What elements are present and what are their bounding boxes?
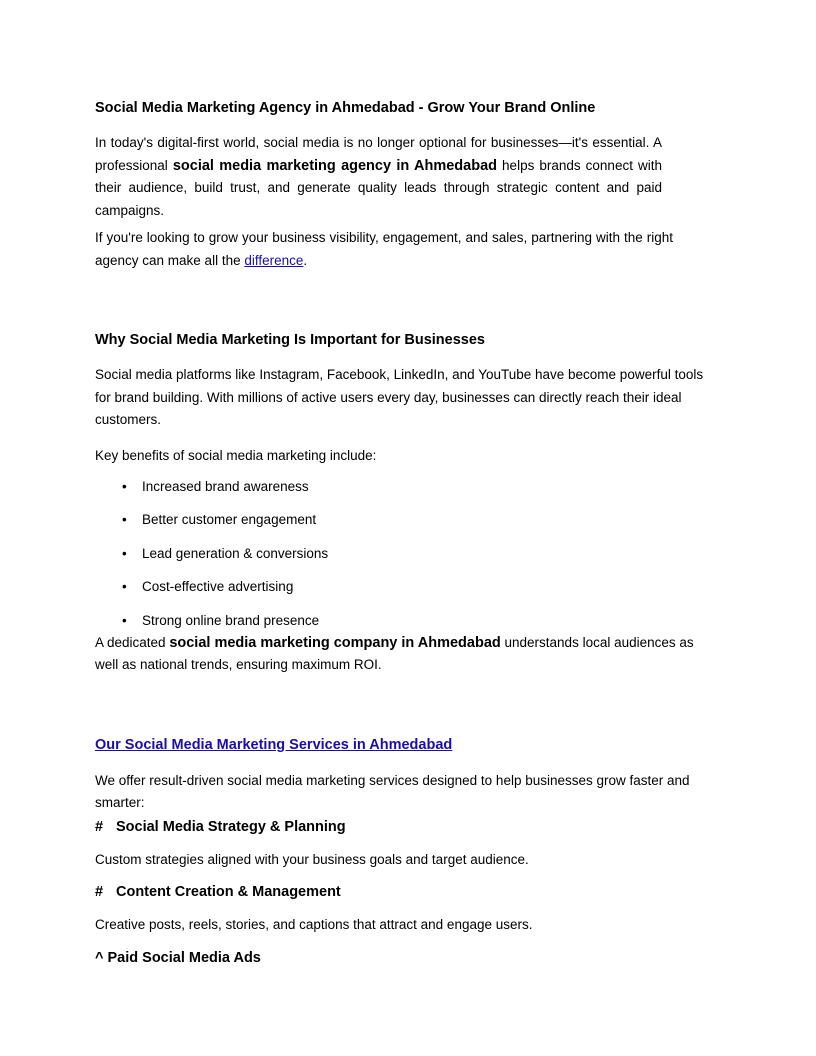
dedicated-text-before: A dedicated bbox=[95, 634, 170, 650]
bullet-icon: • bbox=[122, 512, 127, 528]
benefit-text: Increased brand awareness bbox=[142, 479, 309, 494]
benefit-text: Better customer engagement bbox=[142, 512, 317, 528]
dedicated-keyword-bold: social media marketing company in Ahmedabad bbox=[169, 634, 501, 651]
difference-link[interactable]: difference bbox=[244, 252, 304, 268]
service-heading-paid-ads bbox=[95, 948, 713, 968]
caret-icon: ^ bbox=[95, 949, 104, 966]
service-heading-content bbox=[95, 882, 713, 902]
benefit-text: Cost-effective advertising bbox=[142, 579, 294, 595]
service-title: Social Media Strategy & Planning bbox=[116, 818, 346, 835]
service-heading-strategy bbox=[95, 817, 713, 837]
intro-p2-text-before: If you're looking to grow your business visibility, engagement, and sales, partnering with the right agency can make all the bbox=[95, 230, 673, 268]
services-heading bbox=[95, 735, 713, 755]
benefits-intro: Key benefits of social media marketing include: bbox=[95, 447, 377, 463]
intro-paragraph-2 bbox=[95, 227, 673, 272]
services-intro: We offer result-driven social media marketing services designed to help businesses grow faster and smarter: bbox=[95, 772, 690, 811]
hash-icon: # bbox=[95, 884, 104, 901]
list-item bbox=[122, 610, 713, 632]
document-content bbox=[95, 98, 713, 968]
benefit-text: Lead generation & conversions bbox=[142, 545, 329, 561]
dedicated-text-after: understands local audiences as well as national trends, ensuring maximum ROI. bbox=[95, 634, 694, 673]
benefit-text: Strong online brand presence bbox=[142, 612, 320, 628]
bullet-icon: • bbox=[122, 612, 127, 628]
list-item bbox=[122, 576, 713, 598]
intro-text-before: In today's digital-first world, social media is no longer optional for businesses—it's essential. A professional bbox=[95, 135, 662, 173]
list-item bbox=[122, 509, 713, 531]
why-heading: Why Social Media Marketing Is Important for Businesses bbox=[95, 332, 485, 348]
hash-icon: # bbox=[95, 818, 104, 835]
bullet-icon: • bbox=[122, 479, 127, 494]
why-paragraph: Social media platforms like Instagram, Facebook, LinkedIn, and YouTube have become powerful tools for brand building. With millions of active users every day, businesses can directly reach their ideal customers. bbox=[95, 367, 704, 427]
service-description-content: Creative posts, reels, stories, and captions that attract and engage users. bbox=[95, 917, 533, 933]
service-title: Content Creation & Management bbox=[116, 884, 341, 901]
list-item bbox=[122, 543, 713, 565]
bullet-icon: • bbox=[122, 545, 127, 561]
intro-text-after: helps brands connect with their audience, build trust, and generate quality leads through strategic content and paid campaigns. bbox=[95, 157, 662, 218]
dedicated-paragraph bbox=[95, 632, 713, 677]
intro-keyword-bold: social media marketing agency in Ahmedabad bbox=[172, 157, 498, 174]
bullet-icon: • bbox=[122, 579, 127, 595]
intro-paragraph-1 bbox=[95, 132, 662, 222]
document-title: Social Media Marketing Agency in Ahmedabad - Grow Your Brand Online bbox=[95, 100, 596, 116]
intro-p2-text-after: . bbox=[303, 252, 308, 268]
service-title: Paid Social Media Ads bbox=[107, 949, 261, 966]
services-heading-link[interactable]: Our Social Media Marketing Services in Ahmedabad bbox=[95, 736, 453, 753]
service-description-strategy: Custom strategies aligned with your business goals and target audience. bbox=[95, 851, 529, 867]
benefits-list bbox=[122, 476, 713, 632]
list-item bbox=[122, 476, 713, 498]
